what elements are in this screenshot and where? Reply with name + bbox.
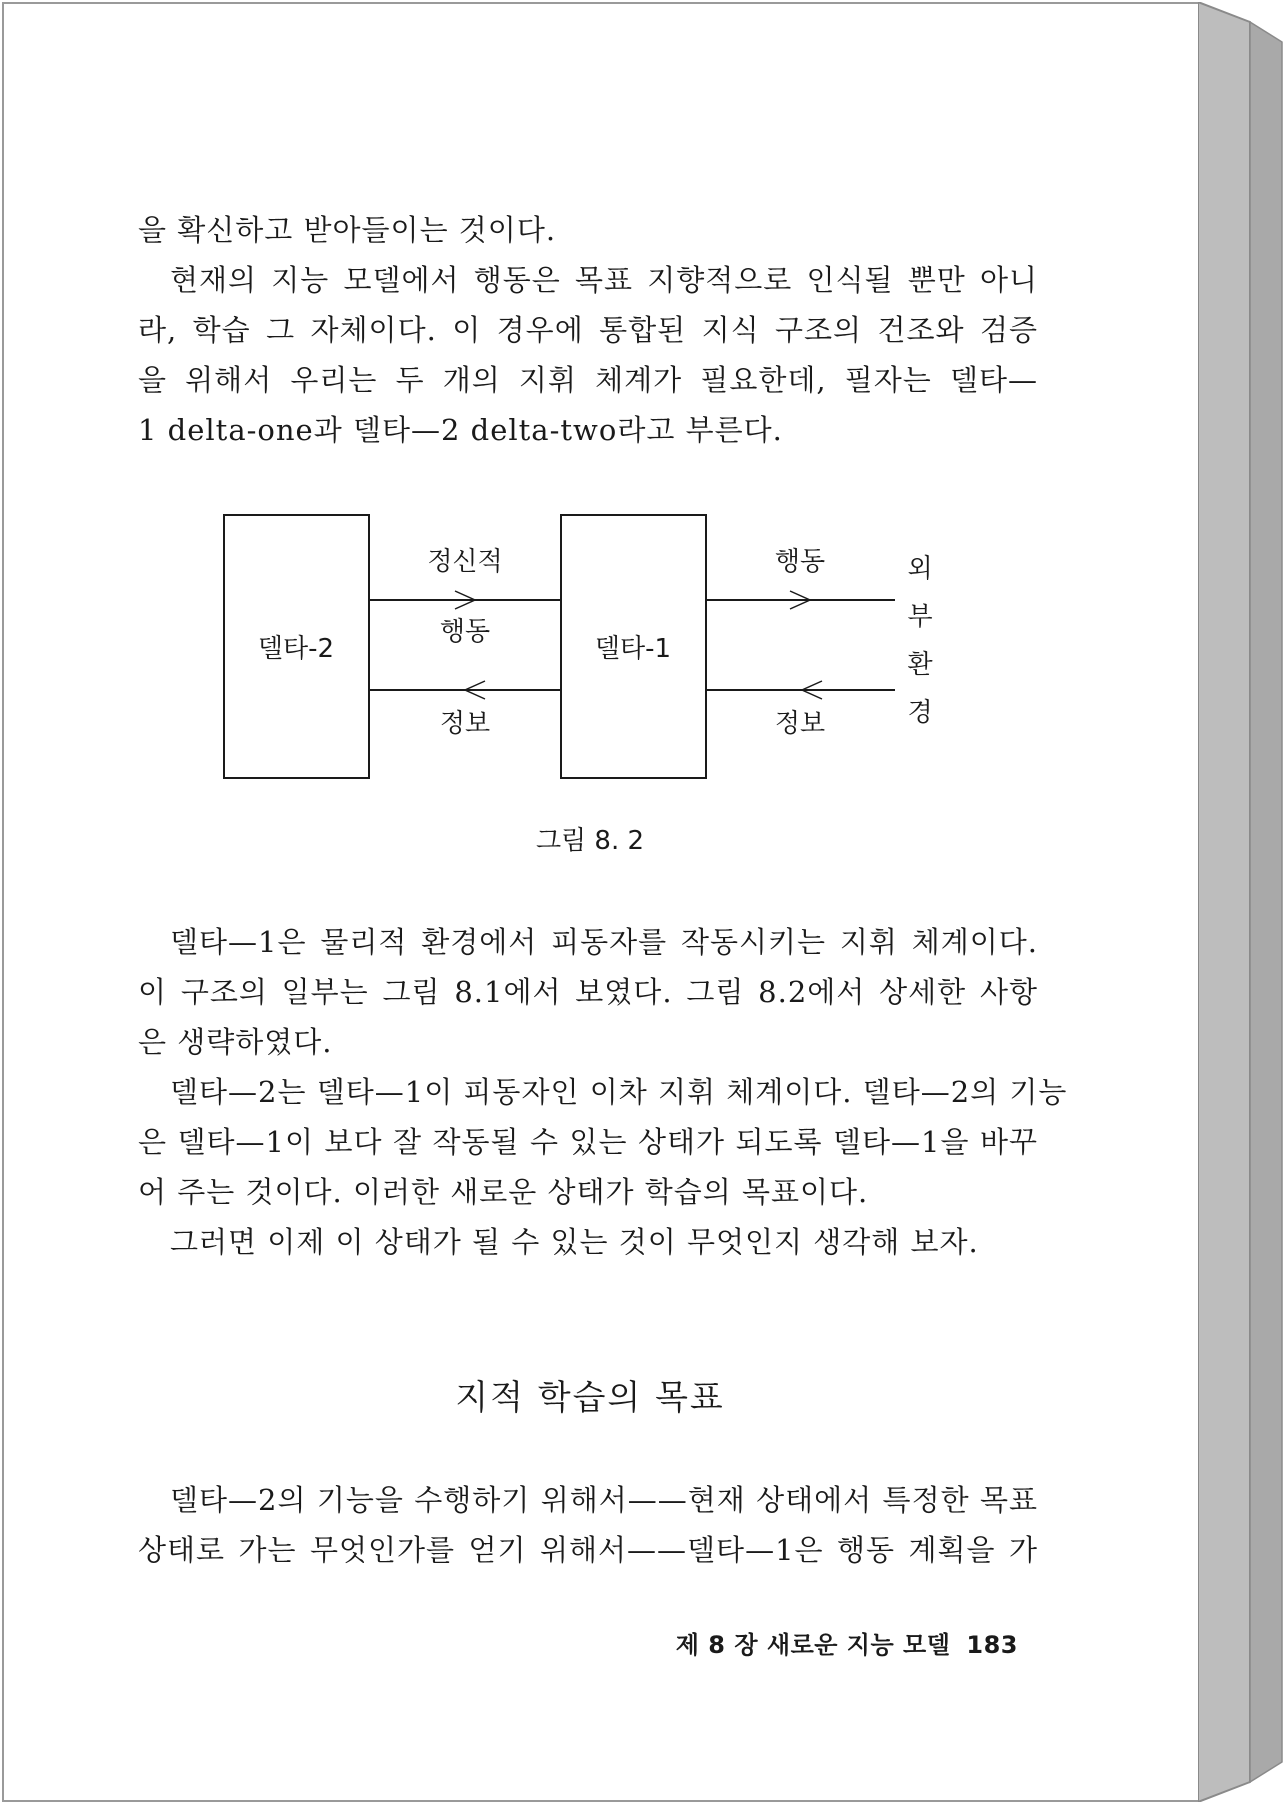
paragraphs-top (138, 205, 1038, 455)
mental-label: 정신적 (427, 547, 503, 577)
external-env-char: 외 (907, 554, 933, 584)
figure-caption: 그림 8. 2 (535, 826, 645, 856)
text-line: 을 위해서 우리는 두 개의 지휘 체계가 필요한데, 필자는 델타— (138, 363, 1038, 397)
action-label-right: 행동 (774, 547, 826, 577)
text-line: 델타—2는 델타—1이 피동자인 이차 지휘 체계이다. 델타—2의 기능 (170, 1075, 1068, 1109)
delta1-label: 델타-1 (594, 634, 672, 664)
delta2-label: 델타-2 (257, 634, 335, 664)
paragraphs-middle (138, 917, 1068, 1267)
text-line: 1 delta-one과 델타—2 delta-two라고 부른다. (138, 413, 783, 447)
text-line: 그러면 이제 이 상태가 될 수 있는 것이 무엇인지 생각해 보자. (170, 1225, 979, 1259)
text-line: 은 델타—1이 보다 잘 작동될 수 있는 상태가 되도록 델타—1을 바꾸 (138, 1125, 1038, 1159)
text-line: 은 생략하였다. (138, 1025, 333, 1059)
section-title: 지적 학습의 목표 (455, 1378, 725, 1418)
chapter-title: 제 8 장 새로운 지능 모델 (675, 1631, 951, 1659)
text-line: 델타—2의 기능을 수행하기 위해서——현재 상태에서 특정한 목표 (170, 1483, 1038, 1517)
text-line: 상태로 가는 무엇인가를 얻기 위해서——델타—1은 행동 계획을 가 (138, 1533, 1038, 1567)
text-line: 델타—1은 물리적 환경에서 피동자를 작동시키는 지휘 체계이다. (170, 925, 1038, 959)
external-env-char: 환 (907, 650, 933, 680)
text-line: 어 주는 것이다. 이러한 새로운 상태가 학습의 목표이다. (138, 1175, 869, 1209)
paragraphs-bottom (138, 1475, 1038, 1575)
text-line: 현재의 지능 모델에서 행동은 목표 지향적으로 인식될 뿐만 아니 (170, 263, 1038, 297)
figure-diagram (200, 495, 960, 795)
text-line: 이 구조의 일부는 그림 8.1에서 보였다. 그림 8.2에서 상세한 사항 (138, 975, 1038, 1009)
page-edge-shadow (1198, 2, 1284, 1802)
external-env-char: 부 (907, 602, 933, 632)
page-number: 183 (966, 1631, 1018, 1659)
info-label-right: 정보 (774, 709, 826, 739)
action-label: 행동 (439, 617, 491, 647)
info-label-left: 정보 (439, 709, 491, 739)
external-env-char: 경 (907, 698, 933, 728)
running-footer (676, 1625, 1018, 1660)
text-line: 을 확신하고 받아들이는 것이다. (138, 213, 557, 247)
text-line: 라, 학습 그 자체이다. 이 경우에 통합된 지식 구조의 건조와 검증 (138, 313, 1038, 347)
